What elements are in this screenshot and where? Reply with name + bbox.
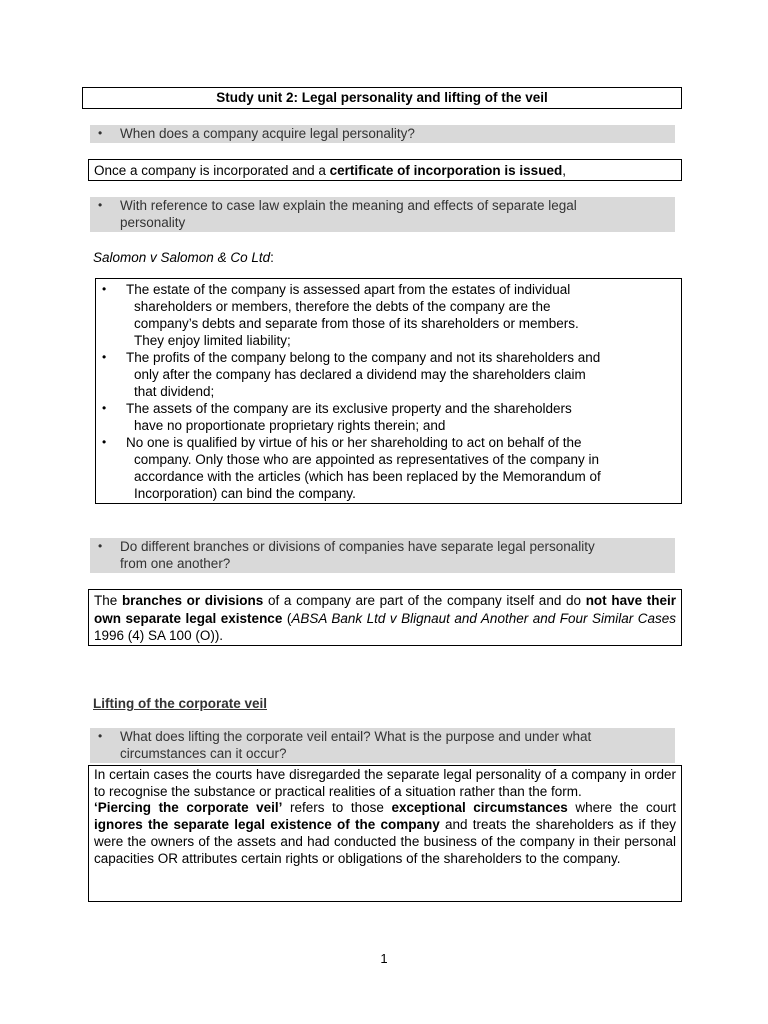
answer-4-paragraph-2 xyxy=(94,800,676,867)
bullet: • xyxy=(98,729,103,743)
effect-line: Incorporation) can bind the company. xyxy=(134,486,356,501)
effect-line: shareholders or members, therefore the debts of the company are the xyxy=(134,299,551,314)
bullet: • xyxy=(98,198,103,212)
section-heading xyxy=(93,695,267,712)
answer-3-text-2: of a company are part of the company itself and do xyxy=(263,593,586,608)
bullet: • xyxy=(102,350,107,364)
answer-3-text-3: ( xyxy=(282,610,292,626)
answer-1-box xyxy=(88,159,682,181)
effect-line: The profits of the company belong to the company and not its shareholders and xyxy=(126,350,601,365)
question-4-text xyxy=(120,728,675,763)
effect-text xyxy=(126,434,681,502)
effect-line: have no proportionate proprietary rights therein; and xyxy=(134,418,446,433)
question-3-text xyxy=(120,538,675,573)
effect-item xyxy=(96,281,681,349)
answer-4-bold-1: ‘Piercing the corporate veil’ xyxy=(94,800,283,816)
question-4 xyxy=(90,728,675,763)
effect-line: only after the company has declared a dividend may the shareholders claim xyxy=(134,367,586,382)
answer-4-bold-3: ignores the separate legal existence of the company xyxy=(94,817,440,833)
answer-4-text-1: refers to those xyxy=(282,800,392,816)
answer-1-text: Once a company is incorporated and a xyxy=(94,163,330,178)
answer-1-comma: , xyxy=(562,163,566,178)
effect-line: The estate of the company is assessed apart from the estates of individual xyxy=(126,282,571,297)
page-number xyxy=(0,950,768,967)
page-number-text: 1 xyxy=(380,951,388,966)
answer-1-bold: certificate of incorporation is issued xyxy=(329,163,563,178)
question-2 xyxy=(90,197,675,232)
question-3-line-1: Do different branches or divisions of companies have separate legal personality xyxy=(120,539,595,554)
effect-text xyxy=(126,400,681,434)
effect-line: accordance with the articles (which has been replaced by the Memorandum of xyxy=(134,469,601,484)
bullet: • xyxy=(98,539,103,553)
question-2-text xyxy=(120,197,675,232)
answer-4-text-3: and treats the shareholders as if they were the owners of the assets and had conducted the business of the company in their personal capacities OR attributes certain rights or obligations of the shareholders to the company. xyxy=(94,817,676,866)
effect-text xyxy=(126,349,681,400)
answer-3-text-1: The xyxy=(94,593,122,608)
effect-line: company’s debts and separate from those of its shareholders or members. xyxy=(134,316,579,331)
answer-3-text-4: 1996 (4) SA 100 (O)). xyxy=(94,628,224,643)
answer-3-bold-1: branches or divisions xyxy=(121,593,264,608)
answer-3-case: ABSA Bank Ltd v Blignaut and Another and Four Similar Cases xyxy=(291,610,676,626)
effect-line: No one is qualified by virtue of his or her shareholding to act on behalf of the xyxy=(126,435,582,450)
effect-item xyxy=(96,400,681,434)
answer-3-box xyxy=(88,589,682,646)
question-1 xyxy=(90,125,675,143)
effects-list xyxy=(96,281,681,502)
case-name-italic: Salomon v Salomon & Co Ltd xyxy=(93,250,271,265)
question-3-line-2: from one another? xyxy=(120,556,231,571)
answer-4-text-2: where the court xyxy=(567,800,676,816)
question-4-line-1: What does lifting the corporate veil entail? What is the purpose and under what xyxy=(120,729,592,744)
question-1-text: When does a company acquire legal personality? xyxy=(120,126,415,141)
effect-line: that dividend; xyxy=(134,384,215,399)
question-4-line-2: circumstances can it occur? xyxy=(120,746,287,761)
bullet: • xyxy=(98,126,103,140)
answer-4-box xyxy=(88,765,682,902)
effect-line: The assets of the company are its exclusive property and the shareholders xyxy=(126,401,572,416)
effect-line: They enjoy limited liability; xyxy=(134,333,291,348)
page-title: Study unit 2: Legal personality and lifting of the veil xyxy=(216,90,548,105)
title-box xyxy=(82,87,682,109)
case-name xyxy=(93,249,274,266)
question-3 xyxy=(90,538,675,573)
effect-item xyxy=(96,349,681,400)
bullet: • xyxy=(102,401,107,415)
question-2-line-1: With reference to case law explain the meaning and effects of separate legal xyxy=(120,198,577,213)
answer-4-paragraph-1: In certain cases the courts have disregarded the separate legal personality of a company in order to recognise the substance or practical realities of a situation rather than the form. xyxy=(94,767,676,799)
effect-item xyxy=(96,434,681,502)
answer-3-bold-2: not have their own separate legal existence xyxy=(94,593,677,626)
bullet: • xyxy=(102,282,107,296)
effect-text xyxy=(126,281,681,349)
case-colon: : xyxy=(270,250,274,265)
question-2-line-2: personality xyxy=(120,215,186,230)
effect-line: company. Only those who are appointed as representatives of the company in xyxy=(134,452,600,467)
effects-box xyxy=(95,278,682,504)
answer-4-bold-2: exceptional circumstances xyxy=(391,800,568,816)
section-heading-text: Lifting of the corporate veil xyxy=(93,696,268,711)
bullet: • xyxy=(102,435,107,449)
